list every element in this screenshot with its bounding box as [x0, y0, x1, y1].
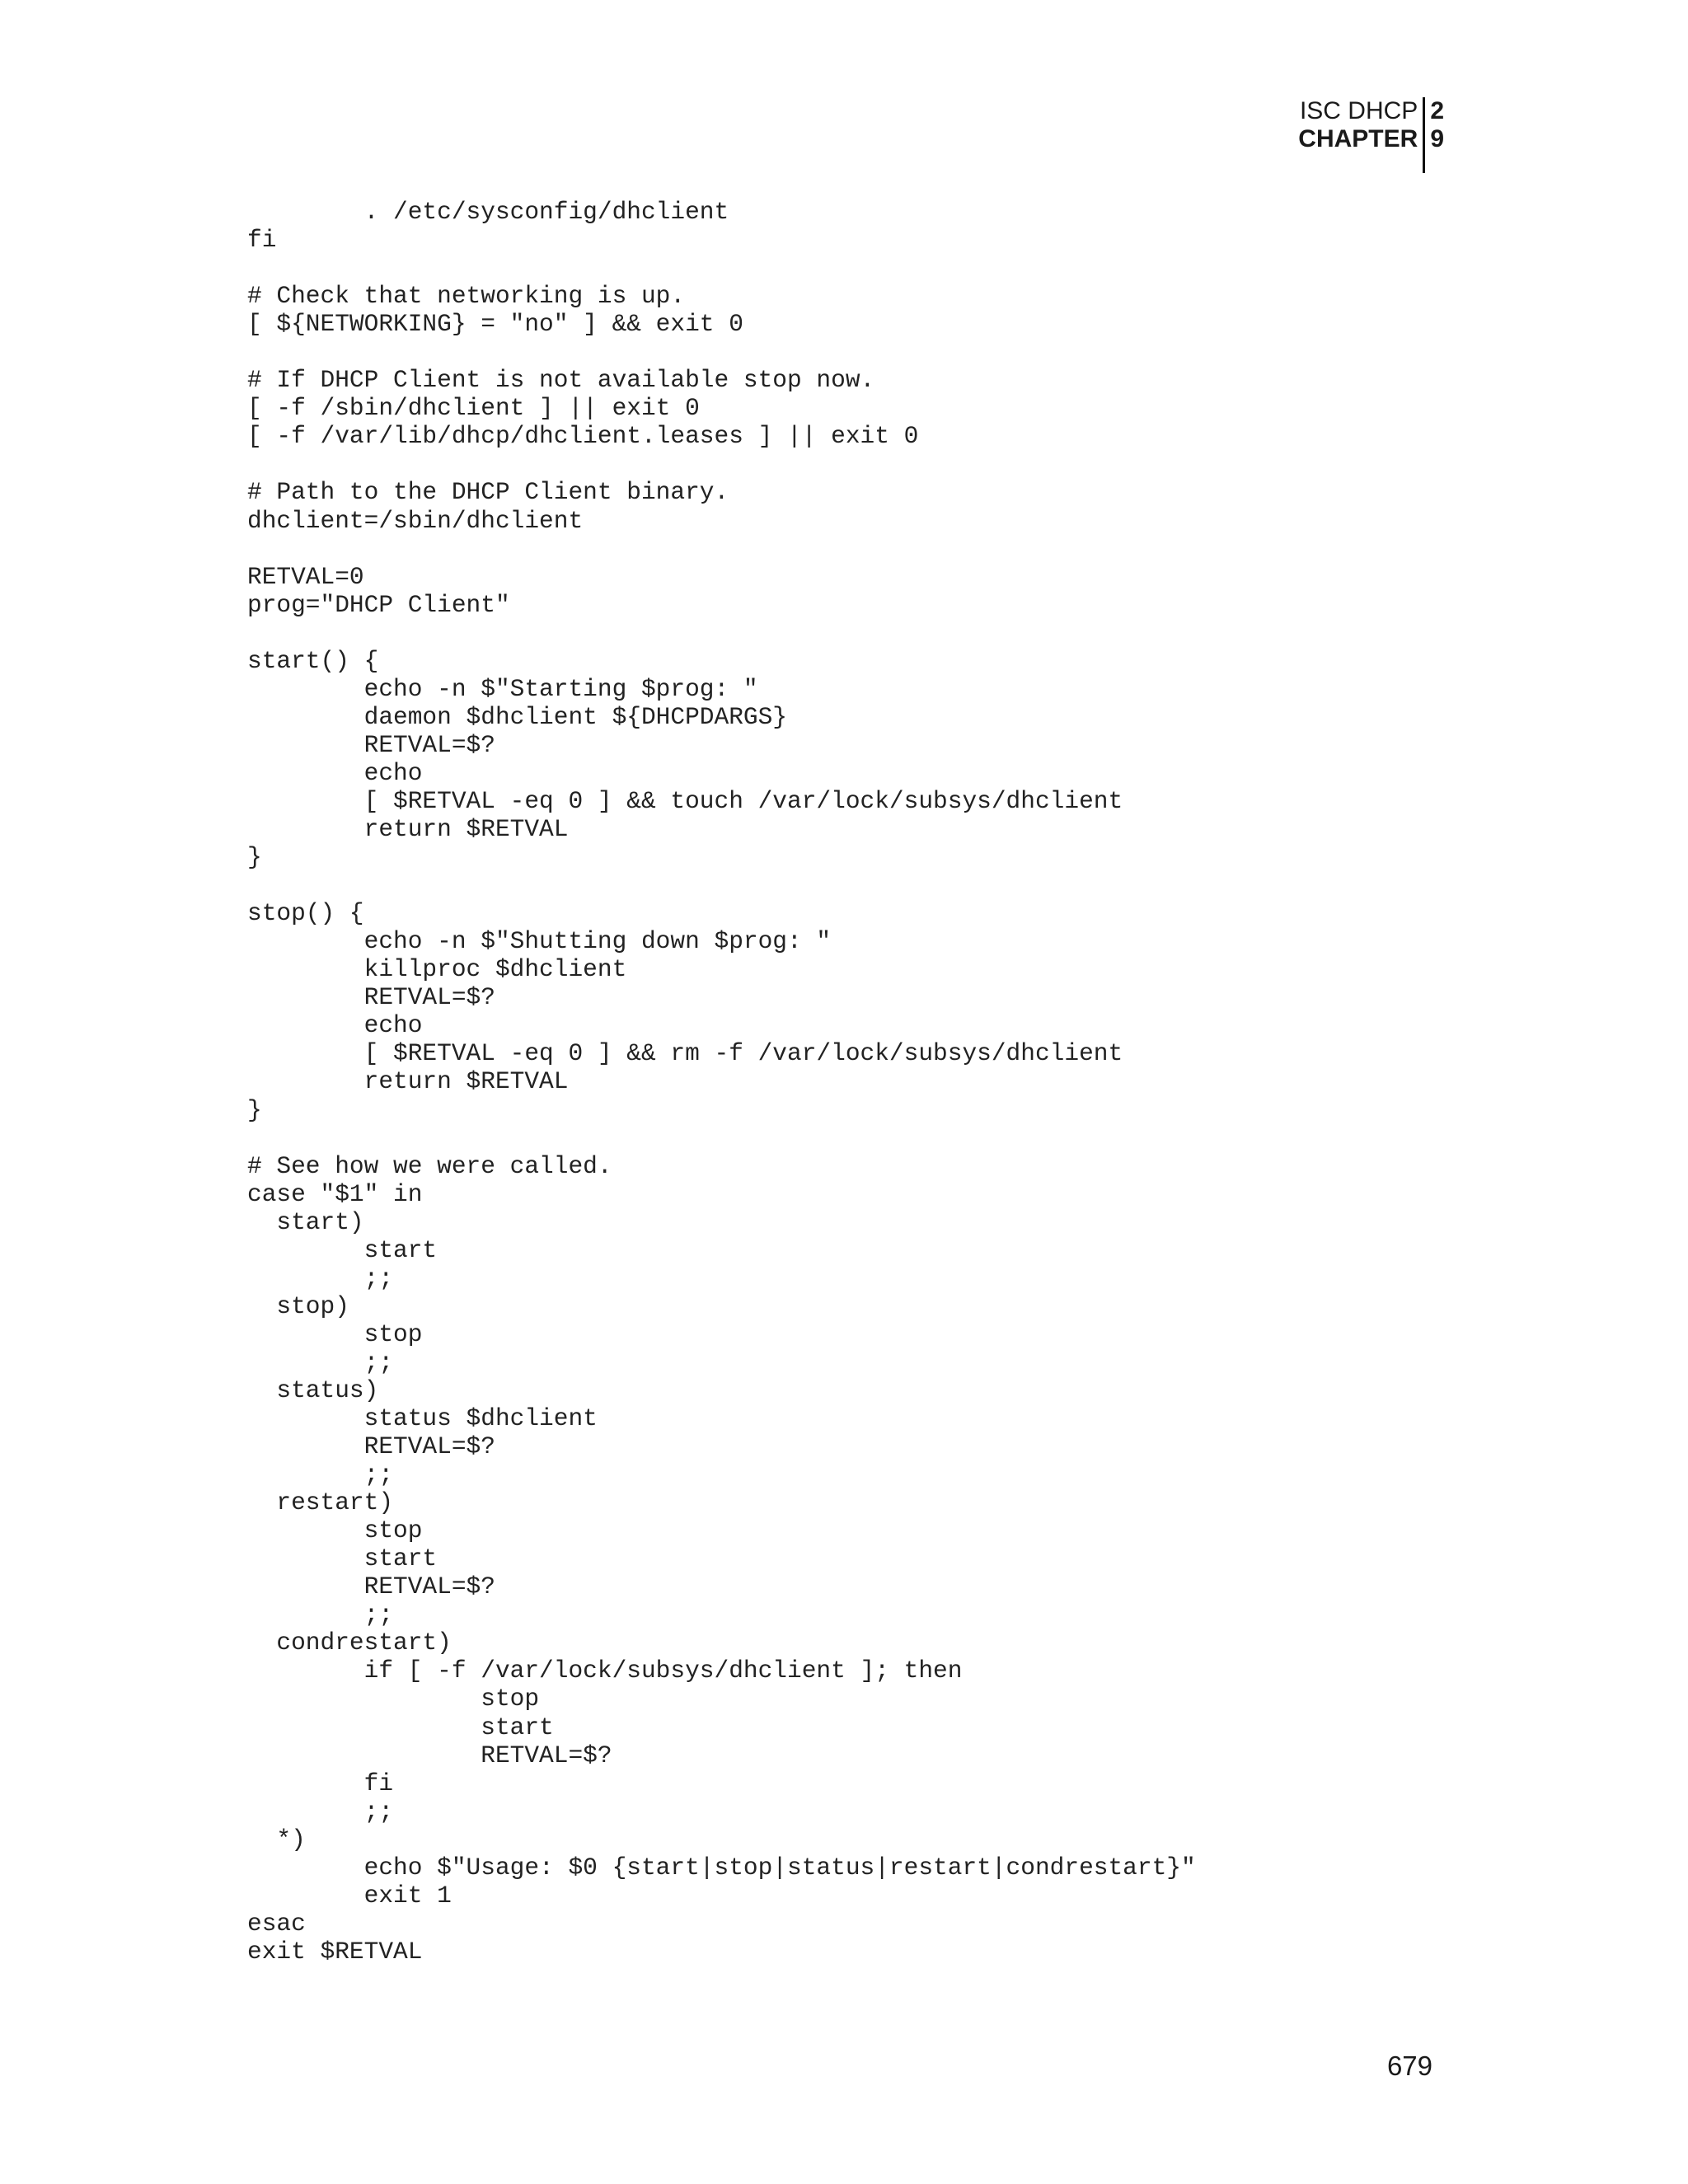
- code-line: RETVAL=0: [247, 562, 364, 591]
- code-line: status $dhclient: [247, 1404, 598, 1433]
- code-line: [247, 871, 1196, 899]
- chapter-number: [1423, 97, 1444, 173]
- code-line: daemon $dhclient ${DHCPDARGS}: [247, 702, 788, 731]
- code-line: start: [247, 1713, 554, 1741]
- code-line: }: [247, 843, 262, 872]
- code-line: fi: [247, 226, 277, 255]
- code-line: start() {: [247, 646, 379, 675]
- code-line: echo: [247, 1011, 423, 1040]
- code-line: stop: [247, 1516, 423, 1545]
- code-line: case "$1" in: [247, 1179, 423, 1208]
- code-line: stop() {: [247, 899, 364, 928]
- code-line: }: [247, 1095, 262, 1124]
- code-line: killproc $dhclient: [247, 955, 627, 984]
- code-line: ;;: [247, 1460, 394, 1489]
- code-line: # See how we were called.: [247, 1151, 612, 1180]
- code-line: [247, 338, 1196, 366]
- code-line: ;;: [247, 1347, 394, 1376]
- code-line: [247, 619, 1196, 647]
- code-line: RETVAL=$?: [247, 1432, 495, 1461]
- code-line: start: [247, 1544, 438, 1573]
- code-line: # Path to the DHCP Client binary.: [247, 478, 729, 507]
- code-line: . /etc/sysconfig/dhclient: [247, 198, 729, 226]
- code-line: stop: [247, 1319, 423, 1348]
- code-line: ;;: [247, 1601, 394, 1629]
- page-number: 679: [1386, 2050, 1432, 2081]
- code-line: RETVAL=$?: [247, 1741, 612, 1769]
- code-line: [ -f /var/lib/dhcp/dhclient.leases ] || exit 0: [247, 422, 919, 451]
- code-line: dhclient=/sbin/dhclient: [247, 506, 584, 535]
- code-line: [ $RETVAL -eq 0 ] && touch /var/lock/subsys/dhclient: [247, 786, 1123, 815]
- code-line: stop: [247, 1685, 540, 1713]
- code-listing: [247, 198, 1196, 1966]
- code-line: start): [247, 1207, 364, 1236]
- book-title: ISC DHCP: [1299, 97, 1418, 124]
- code-line: [247, 254, 1196, 282]
- code-line: # Check that networking is up.: [247, 282, 686, 311]
- code-line: if [ -f /var/lock/subsys/dhclient ]; then: [247, 1657, 963, 1685]
- code-line: # If DHCP Client is not available stop now.: [247, 366, 875, 395]
- code-line: [247, 535, 1196, 563]
- code-line: ;;: [247, 1263, 394, 1292]
- chapter-label: CHAPTER: [1298, 125, 1418, 152]
- code-line: ;;: [247, 1797, 394, 1825]
- code-line: RETVAL=$?: [247, 730, 495, 759]
- code-line: echo -n $"Starting $prog: ": [247, 674, 758, 703]
- running-header-labels: [1298, 97, 1423, 173]
- code-line: prog="DHCP Client": [247, 590, 510, 619]
- running-header: [1298, 97, 1444, 173]
- code-line: [247, 450, 1196, 478]
- code-line: echo -n $"Shutting down $prog: ": [247, 927, 832, 956]
- code-line: [247, 1124, 1196, 1152]
- code-line: RETVAL=$?: [247, 983, 495, 1012]
- code-line: status): [247, 1376, 379, 1404]
- code-line: [ ${NETWORKING} = "no" ] && exit 0: [247, 310, 743, 339]
- code-line: fi: [247, 1769, 394, 1797]
- code-line: echo $"Usage: $0 {start|stop|status|restart|condrestart}": [247, 1853, 1196, 1882]
- code-line: return $RETVAL: [247, 1067, 569, 1096]
- code-line: exit $RETVAL: [247, 1937, 423, 1966]
- code-line: stop): [247, 1291, 349, 1320]
- chapter-number-top: 2: [1430, 97, 1444, 124]
- code-line: exit 1: [247, 1881, 452, 1910]
- code-line: [ $RETVAL -eq 0 ] && rm -f /var/lock/subsys/dhclient: [247, 1039, 1123, 1068]
- code-line: echo: [247, 758, 423, 787]
- code-line: RETVAL=$?: [247, 1572, 495, 1601]
- code-line: [ -f /sbin/dhclient ] || exit 0: [247, 394, 700, 423]
- code-line: *): [247, 1825, 306, 1854]
- code-line: esac: [247, 1909, 306, 1938]
- chapter-number-bottom: 9: [1430, 125, 1444, 152]
- code-line: return $RETVAL: [247, 815, 569, 844]
- code-line: condrestart): [247, 1629, 452, 1657]
- code-line: restart): [247, 1488, 394, 1517]
- code-line: start: [247, 1235, 438, 1264]
